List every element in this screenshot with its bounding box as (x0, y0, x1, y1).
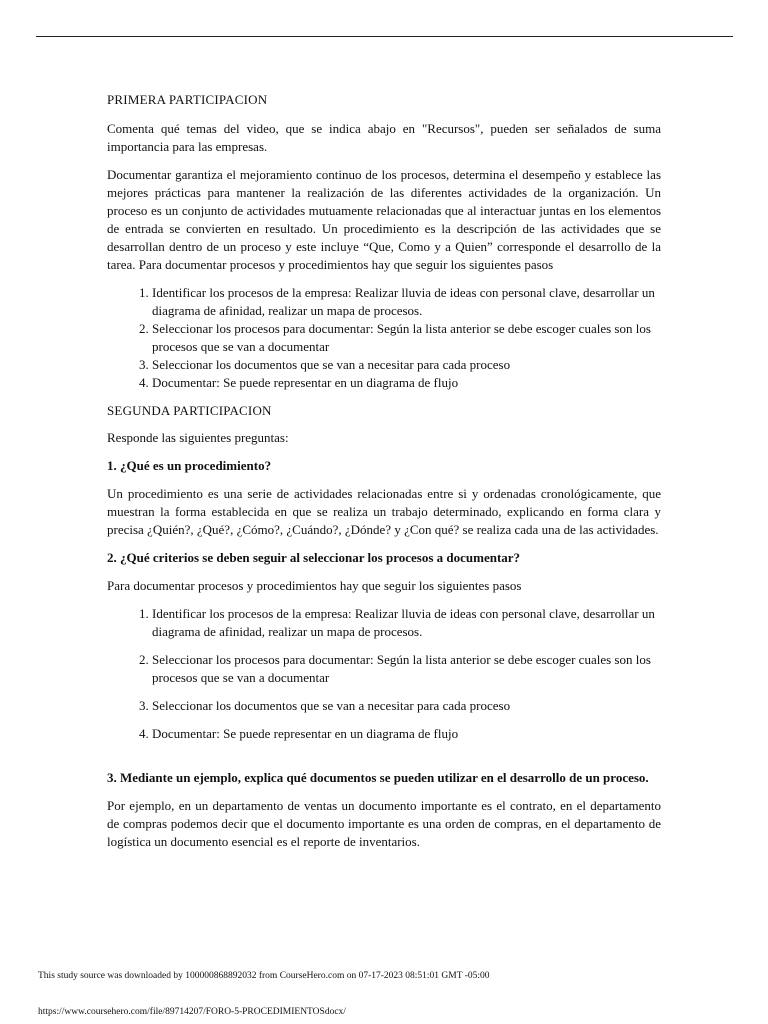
list-item: 1. Identificar los procesos de la empresa: Realizar lluvia de ideas con personal clave, desarrollar un diagrama de afinidad, realizar un mapa de procesos. (152, 605, 661, 641)
questions-intro: Responde las siguientes preguntas: (107, 430, 289, 445)
answer-1: Un procedimiento es una serie de actividades relacionadas entre si y ordenadas cronológicamente, que muestran la forma establecida en que se realiza un trabajo determinado, explicando en forma clara y precisa ¿Quién?, ¿Qué?, ¿Cómo?, ¿Cuándo?, ¿Dónde? y ¿Con qué? se realiza cada una de las actividades. (107, 486, 661, 537)
question-2: 2. ¿Qué criterios se deben seguir al seleccionar los procesos a documentar? (107, 550, 521, 565)
list-item: 3. Seleccionar los documentos que se van a necesitar para cada proceso (152, 697, 661, 715)
steps-list-1 (107, 284, 661, 392)
top-rule (36, 36, 733, 37)
list-item: 1. Identificar los procesos de la empresa: Realizar lluvia de ideas con personal clave, desarrollar un diagrama de afinidad, realizar un mapa de procesos. (152, 284, 661, 320)
list-item: 2. Seleccionar los procesos para documentar: Según la lista anterior se debe escoger cuales son los procesos que se van a documentar (152, 320, 661, 356)
list-item: 4. Documentar: Se puede representar en un diagrama de flujo (152, 374, 661, 392)
list-item: 2. Seleccionar los procesos para documentar: Según la lista anterior se debe escoger cuales son los procesos que se van a documentar (152, 651, 661, 687)
question-1: 1. ¿Qué es un procedimiento? (107, 458, 272, 473)
steps-list-2 (107, 605, 661, 743)
answer-3: Por ejemplo, en un departamento de ventas un documento importante es el contrato, en el departamento de compras podemos decir que el documento importante es una orden de compras, en el departamento de logística un documento esencial es el reporte de inventarios. (107, 798, 661, 849)
answer-2-intro: Para documentar procesos y procedimientos hay que seguir los siguientes pasos (107, 578, 522, 593)
source-url-link[interactable]: https://www.coursehero.com/file/89714207/FORO-5-PROCEDIMIENTOSdocx/ (38, 1007, 346, 1017)
list-item: 3. Seleccionar los documentos que se van a necesitar para cada proceso (152, 356, 661, 374)
section-title-primera: PRIMERA PARTICIPACION (107, 92, 268, 107)
section-title-segunda: SEGUNDA PARTICIPACION (107, 403, 272, 418)
question-3: 3. Mediante un ejemplo, explica qué documentos se pueden utilizar en el desarrollo de un proceso. (107, 770, 649, 785)
source-notice: This study source was downloaded by 100000868892032 from CourseHero.com on 07-17-2023 08:51:01 GMT -05:00 (38, 971, 490, 981)
list-item: 4. Documentar: Se puede representar en un diagrama de flujo (152, 725, 661, 743)
prompt-paragraph: Comenta qué temas del video, que se indica abajo en "Recursos", pueden ser señalados de suma importancia para las empresas. (107, 121, 661, 154)
document-body (107, 91, 661, 851)
answer-paragraph: Documentar garantiza el mejoramiento continuo de los procesos, determina el desempeño y establece las mejores prácticas para mantener la realización de las diferentes actividades de la organización. Un proceso es un conjunto de actividades mutuamente relacionadas que al interactuar juntas en los elementos de entrada se convierten en resultado. Un procedimiento es la descripción de las actividades que se desarrollan dentro de un proceso y este incluye “Que, Como y a Quien” corresponde el desarrollo de la tarea. Para documentar procesos y procedimientos hay que seguir los siguientes pasos (107, 167, 661, 272)
